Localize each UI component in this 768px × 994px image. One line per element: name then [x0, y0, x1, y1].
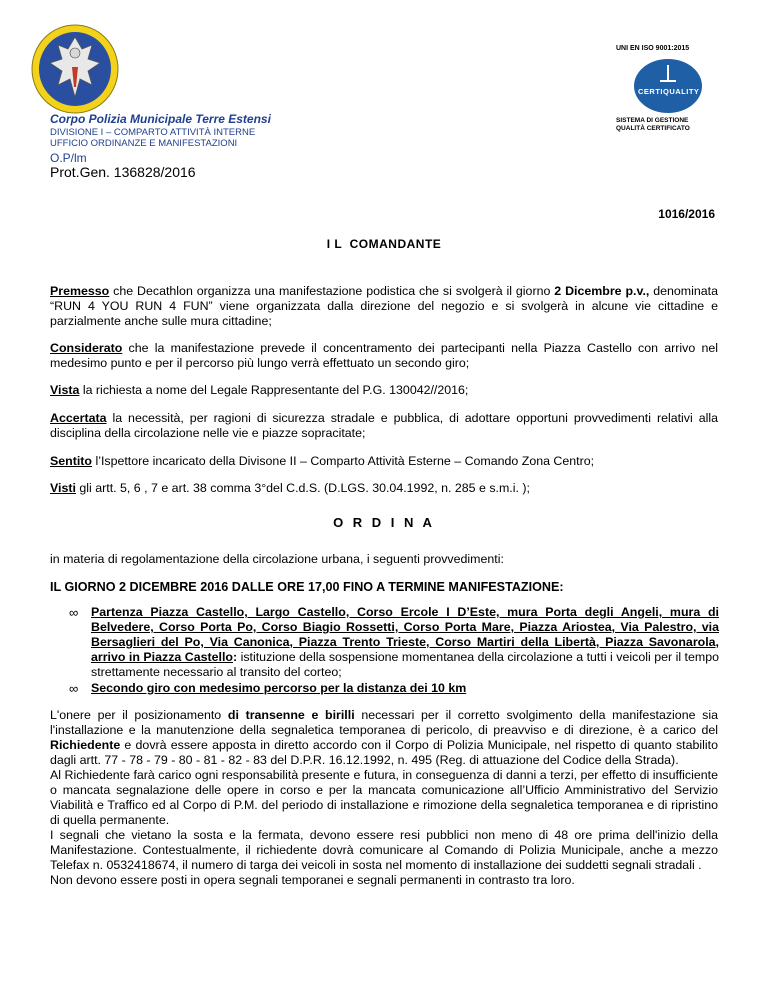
paragraph-considerato: Considerato che la manifestazione prevede il concentramento dei partecipanti nella Piazza Castello con arrivo nel medesimo punto e per il percorso più lungo verrà effettuato un secondo giro; — [50, 341, 718, 370]
paragraph-responsabilita: Al Richiedente farà carico ogni responsabilità presente e futura, in conseguenza di danni a terzi, per effetto di insufficiente o mancata segnalazione delle opere in corso e per la mancata comunicazione all’Ufficio Amministrativo del Servizio Viabilità e Traffico ed al Corpo di P.M. del periodo di installazione e rimozione della segnaletica temporanea e di ripristino di quella permanente. — [50, 768, 718, 827]
paragraph-segnali: I segnali che vietano la sosta e la fermata, devono essere resi pubblici non meno di 48 ore prima dell'inizio della Manifestazione. Contestualmente, il richiedente dovrà comunicare al Comando di Polizia Municipale, anche a mezzo Telefax n. 0532418674, il numero di targa dei veicoli in sosta nel momento di installazione dei suddetti segnali stradali . — [50, 828, 718, 872]
bullet-symbol: ∞ — [69, 681, 79, 696]
provvedimenti-intro: in materia di regolamentazione della circolazione urbana, i seguenti provvedimenti: — [50, 552, 504, 566]
ordina-heading: O R D I N A — [333, 515, 435, 530]
certiquality-logo — [632, 57, 704, 115]
paragraph-accertata: Accertata la necessità, per ragioni di sicurezza stradale e pubblica, di adottare opportuni provvedimenti relativi alla disciplina della circolazione nelle vie e piazze sopracitate; — [50, 411, 718, 440]
cert-brand: CERTIQUALITY — [638, 87, 700, 96]
list-item: ∞ Partenza Piazza Castello, Largo Castello, Corso Ercole I D’Este, mura Porta degli Angeli, mura di Belvedere, Corso Porta Po, Corso Biagio Rossetti, Corso Porta Mare, Piazza Ariostea, Via Palestro, via Bersaglieri del Po, Via Canonica, Piazza Trento Trieste, Corso Martiri della Libertà, Piazza Savonarola, arrivo in Piazza Castello: istituzione della sospensione momentanea della circolazione a tutti i veicoli per il tempo strettamente necessario al transito del corteo; — [69, 605, 719, 679]
paragraph-vista: Vista la richiesta a nome del Legale Rappresentante del P.G. 130042//2016; — [50, 383, 469, 397]
protocol-number: Prot.Gen. 136828/2016 — [50, 164, 196, 180]
paragraph-contrasto: Non devono essere posti in opera segnali temporanei e segnali permanenti in contrasto tra loro. — [50, 873, 575, 887]
document-title: I L COMANDANTE — [326, 237, 442, 251]
division-label: DIVISIONE I – COMPARTO ATTIVITÀ INTERNE UFFICIO ORDINANZE E MANIFESTAZIONI — [50, 127, 256, 149]
cert-standard: UNI EN ISO 9001:2015 — [616, 45, 690, 52]
final-provisions — [50, 708, 718, 888]
day-heading: IL GIORNO 2 DICEMBRE 2016 DALLE ORE 17,00 FINO A TERMINE MANIFESTAZIONE: — [50, 580, 564, 594]
certification-mark — [610, 45, 735, 140]
office-code: O.P/lm — [50, 151, 87, 165]
municipal-emblem — [30, 23, 120, 115]
document-number: 1016/2016 — [658, 207, 715, 221]
paragraph-visti: Visti gli artt. 5, 6 , 7 e art. 38 comma 3°del C.d.S. (D.LGS. 30.04.1992, n. 285 e s.m.i. ); — [50, 481, 530, 495]
paragraph-onere: L'onere per il posizionamento di transenne e birilli necessari per il corretto svolgimento della manifestazione sia l'installazione e la manutenzione della segnaletica temporanea di pericolo, di preavviso e di direzione, è a carico del Richiedente e dovrà essere apposta in diretto accordo con il Corpo di Polizia Municipale, nel rispetto di quanto stabilito dagli artt. 77 - 78 - 79 - 80 - 81 - 82 - 83 del D.P.R. 16.12.1992, n. 495 (Reg. di attuazione del Codice della Strada). — [50, 708, 718, 767]
cert-caption: SISTEMA DI GESTIONE QUALITÀ CERTIFICATO — [616, 117, 690, 132]
paragraph-premesso: Premesso che Decathlon organizza una manifestazione podistica che si svolgerà il giorno 2 Dicembre p.v., denominata “RUN 4 YOU RUN 4 FUN” viene organizzata dalla direzione del negozio e si svolgerà in alcune vie cittadine e parzialmente anche sulle mura cittadine; — [50, 284, 718, 328]
paragraph-sentito: Sentito l’Ispettore incaricato della Divisone II – Comparto Attività Esterne – Comando Zona Centro; — [50, 454, 595, 468]
org-name: Corpo Polizia Municipale Terre Estensi — [50, 112, 271, 126]
bullet-symbol: ∞ — [69, 605, 79, 620]
list-item: ∞ Secondo giro con medesimo percorso per la distanza dei 10 km — [69, 681, 467, 696]
